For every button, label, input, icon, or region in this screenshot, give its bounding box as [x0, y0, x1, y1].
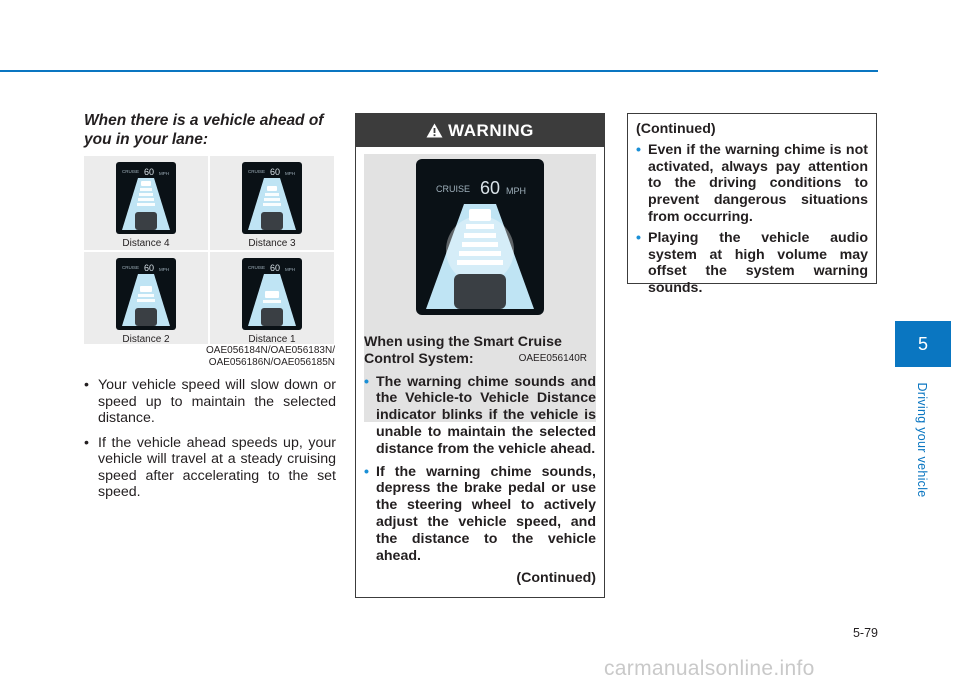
dash-unit: MPH — [285, 267, 295, 272]
dash-cruise: CRUISE — [248, 169, 266, 174]
list-item: • If the warning chime sounds, depress the brake pedal or use the steering wheel to actively adjust the vehicle speed, and the distance to the vehicle ahead. — [364, 464, 596, 565]
distance-cell — [84, 252, 208, 346]
distance-label: Distance 4 — [122, 238, 170, 249]
warning-title: WARNING — [448, 121, 534, 140]
warning-intro: When using the Smart Cruise Control System: — [364, 334, 562, 367]
dash-cruise: CRUISE — [248, 265, 266, 270]
top-rule — [0, 70, 878, 72]
distance-label: Distance 1 — [248, 334, 296, 345]
body-bullets — [84, 377, 336, 509]
warning-triangle-icon — [426, 123, 443, 138]
dash-speed: 60 — [144, 167, 155, 177]
dash-speed: 60 — [270, 167, 281, 177]
distance-figure — [84, 156, 334, 344]
cluster-display — [242, 162, 302, 234]
continued-box — [627, 113, 877, 297]
distance-label: Distance 2 — [122, 334, 170, 345]
dash-speed: 60 — [144, 263, 155, 273]
figure-divider — [84, 250, 334, 252]
distance-cell — [84, 156, 208, 250]
distance-cell — [210, 252, 334, 346]
cluster-display — [242, 258, 302, 330]
dash-cruise: CRUISE — [122, 169, 140, 174]
list-item: • If the vehicle ahead speeds up, your vehicle will travel at a steady cruising speed after accelerating to the set speed. — [84, 435, 336, 501]
warning-header — [356, 114, 604, 147]
list-item: • Your vehicle speed will slow down or speed up to maintain the selected distance. — [84, 377, 336, 427]
list-item: • The warning chime sounds and the Vehicle-to Vehicle Distance indicator blinks if the vehicle is unable to maintain the selected distance from the vehicle ahead. — [364, 374, 596, 458]
warning-box — [355, 113, 605, 598]
dash-unit: MPH — [506, 186, 526, 196]
continued-label: (Continued) — [516, 570, 596, 587]
chapter-title: Driving your vehicle — [915, 382, 929, 498]
cluster-display — [116, 162, 176, 234]
dash-cruise: CRUISE — [436, 184, 471, 194]
continued-heading: (Continued) — [636, 121, 716, 137]
list-item: • Even if the warning chime is not activated, always pay attention to the driving conditions to prevent dangerous situations from occurring. — [636, 142, 868, 226]
dash-cruise: CRUISE — [122, 265, 140, 270]
chapter-tab: 5 — [895, 321, 951, 367]
warning-image-code: OAEE056140R — [518, 353, 587, 364]
continued-items — [636, 142, 868, 297]
page-number: 5-79 — [852, 626, 878, 640]
section-heading: When there is a vehicle ahead of you in your lane: — [84, 112, 324, 148]
dash-unit: MPH — [159, 171, 169, 176]
list-item: • Playing the vehicle audio system at high volume may offset the system warning sounds. — [636, 230, 868, 297]
cluster-display — [116, 258, 176, 330]
distance-label: Distance 3 — [248, 238, 296, 249]
warning-text — [364, 334, 596, 587]
distance-cell — [210, 156, 334, 250]
watermark: carmanualsonline.info — [604, 657, 815, 680]
dash-unit: MPH — [285, 171, 295, 176]
warning-items — [364, 374, 596, 565]
dash-speed: 60 — [270, 263, 281, 273]
dash-speed: 60 — [480, 178, 501, 198]
dash-unit: MPH — [159, 267, 169, 272]
figure-codes — [190, 345, 335, 369]
figure-code-line: OAE056184N/OAE056183N/ — [206, 345, 335, 356]
figure-code-line: OAE056186N/OAE056185N — [208, 357, 335, 368]
continued-text — [636, 121, 868, 301]
